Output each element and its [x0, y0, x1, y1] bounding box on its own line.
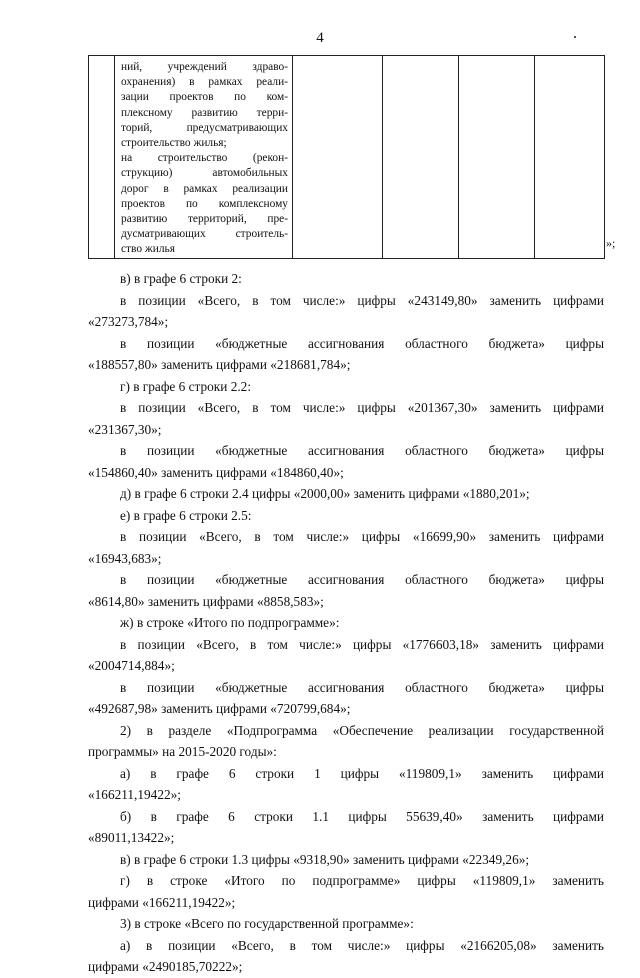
text-line: «154860,40» заменить цифрами «184860,40»;	[88, 464, 344, 480]
cell-line: дусматривающих строитель-	[121, 228, 288, 241]
text-line: «492687,98» заменить цифрами «720799,684»;	[88, 701, 351, 716]
text-line: программы» на 2015-2020 годы»:	[88, 744, 277, 759]
text-line: д) в графе 6 строки 2.4 цифры «2000,00» заменить цифрами «1880,201»;	[120, 486, 530, 501]
table-cell-empty	[293, 56, 383, 259]
text-line: в) в графе 6 строки 1.3 цифры «9318,90» заменить цифрами «22349,26»;	[120, 851, 530, 867]
text-line: 3) в строке «Всего по государственной программе»:	[120, 916, 414, 931]
cell-line: охранения) в рамках реали-	[121, 76, 288, 89]
text-line: «2004714,884»;	[88, 658, 175, 673]
text-line: «89011,13422»;	[88, 830, 175, 845]
text-line: в позиции «Всего, в том числе:» цифры «16699,90» заменить цифрами	[120, 529, 604, 544]
text-line: в позиции «Всего, в том числе:» цифры «243149,80» заменить цифрами	[120, 292, 604, 308]
scan-speck	[574, 36, 576, 38]
cell-line: ство жилья	[121, 243, 175, 256]
table-closing-quote: »;	[606, 236, 616, 250]
text-line: «188557,80» заменить цифрами «218681,784»;	[88, 357, 351, 372]
cell-line: на строительство (рекон-	[121, 152, 288, 165]
table-cell-number	[89, 56, 115, 259]
table-cell-empty	[459, 56, 535, 259]
text-line: в позиции «бюджетные ассигнования областного бюджета» цифры	[120, 572, 604, 587]
text-line: в позиции «бюджетные ассигнования областного бюджета» цифры	[120, 335, 604, 351]
budget-table-fragment	[88, 55, 605, 259]
page-number: 4	[316, 30, 324, 46]
cell-line: проектов по комплексному	[121, 197, 288, 210]
table-cell-description	[115, 56, 293, 259]
cell-line: ний, учреждений здраво-	[121, 61, 288, 73]
text-line: б) в графе 6 строки 1.1 цифры 55639,40» заменить цифрами	[120, 808, 604, 824]
cell-line: строительство жилья;	[121, 137, 227, 150]
table-cell-empty	[383, 56, 459, 259]
cell-line: зации проектов по ком-	[121, 91, 288, 104]
cell-line: дорог в рамках реализации	[121, 182, 288, 195]
text-line: 2) в разделе «Подпрограмма «Обеспечение реализации государственной	[120, 722, 604, 738]
cell-line: струкцию) автомобильных	[121, 167, 288, 180]
cell-line: плексному развитию терри-	[121, 106, 288, 119]
text-line: в позиции «бюджетные ассигнования областного бюджета» цифры	[120, 679, 604, 695]
text-line: е) в графе 6 строки 2.5:	[120, 507, 252, 523]
text-line: цифрами «166211,19422»;	[88, 894, 236, 910]
cell-line: торий, предусматривающих	[121, 121, 288, 134]
amendment-text	[88, 268, 604, 978]
text-line: г) в строке «Итого по подпрограмме» цифры «119809,1» заменить	[120, 873, 604, 888]
text-line: «231367,30»;	[88, 421, 162, 437]
text-line: «16943,683»;	[88, 550, 162, 566]
text-line: цифрами «2490185,70222»;	[88, 959, 243, 974]
table-cell-empty	[535, 56, 605, 259]
text-line: «273273,784»;	[88, 314, 169, 329]
text-line: в позиции «бюджетные ассигнования областного бюджета» цифры	[120, 443, 604, 458]
text-line: а) в позиции «Всего, в том числе:» цифры «2166205,08» заменить	[120, 937, 604, 953]
text-line: в позиции «Всего, в том числе:» цифры «1776603,18» заменить цифрами	[120, 636, 604, 652]
cell-description-text	[115, 56, 292, 258]
text-line: в позиции «Всего, в том числе:» цифры «201367,30» заменить цифрами	[120, 400, 604, 415]
text-line: ж) в строке «Итого по подпрограмме»:	[120, 615, 340, 630]
text-line: «166211,19422»;	[88, 787, 181, 802]
text-line: в) в графе 6 строки 2:	[120, 271, 242, 286]
text-line: а) в графе 6 строки 1 цифры «119809,1» заменить цифрами	[120, 765, 604, 781]
cell-line: развитию территорий, пре-	[121, 213, 288, 226]
text-line: г) в графе 6 строки 2.2:	[120, 378, 252, 394]
text-line: «8614,80» заменить цифрами «8858,583»;	[88, 593, 324, 609]
